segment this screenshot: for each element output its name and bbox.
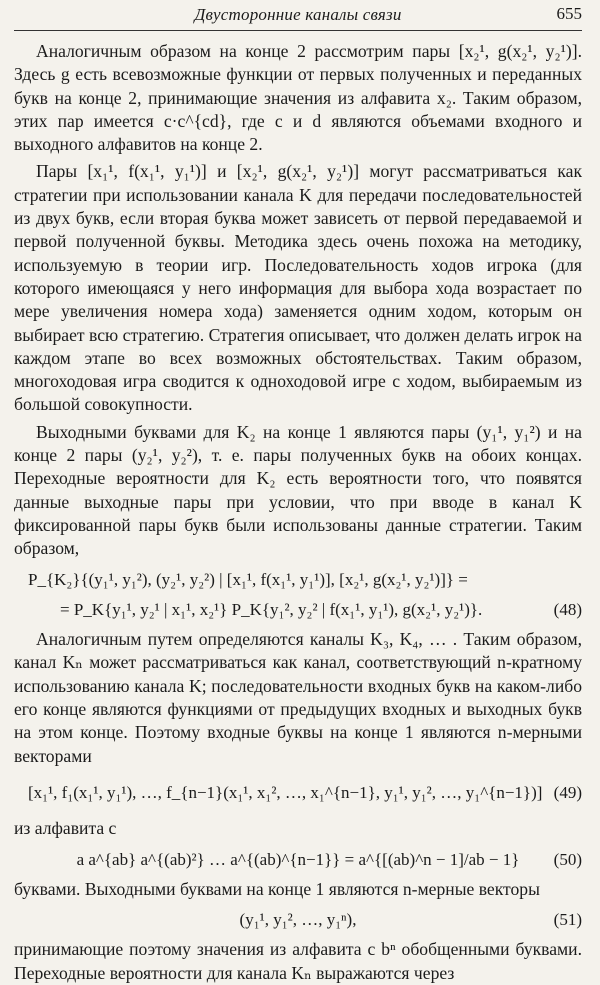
paragraph: Выходными буквами для K₂ на конце 1 являются пары (y₁¹, y₁²) и на конце 2 пары (y₂¹, y₂²), т. е. пары полученных букв на обоих концах. Переходные вероятности для K₂ есть вероятности того, что появятся данные выходные пары при условии, что при вводе в канал K фиксированной пары букв были использованы данные стратегии. Таким образом, — [14, 421, 582, 559]
formula-50 — [14, 848, 582, 871]
paragraph: буквами. Выходными буквами на конце 1 являются n-мерные векторы — [14, 878, 540, 899]
equation-number: (48) — [553, 599, 582, 619]
paragraph: Аналогичным образом на конце 2 рассмотрим пары [x₂¹, g(x₂¹, y₂¹)]. Здесь g есть всевозможные функции от первых полученных и переданных букв на конце 2, принимающие значения из алфавита x₂. Таким образом, этих пар имеется c·c^{cd}, где c и d являются объемами входного и выходного алфавитов на конце 2. — [14, 41, 582, 155]
running-title: Двусторонние каналы связи — [194, 5, 402, 24]
formula-48-line-1: P_{K₂}{(y₁¹, y₁²), (y₂¹, y₂²) | [x₁¹, f(x₁¹, y₁¹)], [x₂¹, g(x₂¹, y₂¹)]} = — [28, 569, 468, 589]
formula-51 — [14, 908, 582, 931]
formula-49 — [14, 781, 582, 804]
formula-48-line-2 — [14, 598, 582, 621]
page-number: 655 — [556, 4, 582, 23]
paragraph: Пары [x₁¹, f(x₁¹, y₁¹)] и [x₂¹, g(x₂¹, y₂¹)] могут рассматриваться как стратегии при использовании канала K для передачи последовательностей из двух букв, если вторая буква может зависеть от первой передаваемой и первой полученной буквы. Методика здесь очень похожа на методику, используемую в теории игр. Последовательность ходов игрока (для которого имеющаяся у него информация для выбора хода возрастает по мере увеличения номера хода) заменяется одним ходом, которым он выбирает всю стратегию. Стратегия описывает, что должен делать игрок на каждом этапе во всех возможных обстоятельствах. Таким образом, многоходовая игра сводится к одноходовой игре с ходом, выбираемым из большой совокупности. — [14, 161, 582, 415]
paragraph: принимающие поэтому значения из алфавита с bⁿ обобщенными буквами. Переходные вероятности для канала Kₙ выражаются через — [14, 939, 582, 983]
paragraph: из алфавита с — [14, 818, 117, 839]
equation-number: (49) — [553, 782, 582, 802]
equation-number: (51) — [553, 910, 582, 930]
formula-48-expression: = P_K{y₁¹, y₂¹ | x₁¹, x₂¹} P_K{y₁², y₂² | f(x₁¹, y₁¹), g(x₂¹, y₂¹)}. — [60, 599, 483, 619]
page-body — [14, 40, 582, 985]
equation-number: (50) — [553, 849, 582, 869]
page-header — [14, 0, 582, 31]
paragraph: Аналогичным путем определяются каналы K₃, K₄, … . Таким образом, канал Kₙ может рассматриваться как канал, соответствующий n-кратному использованию канала K; последовательности входных букв на каком-либо его конце являются функциями от предыдущих входных и выходных букв на этом конце. Поэтому входные буквы на конце 1 являются n-мерными векторами — [14, 629, 582, 766]
formula-49-expression: [x₁¹, f₁(x₁¹, y₁¹), …, f_{n−1}(x₁¹, x₁², …, x₁^{n−1}, y₁¹, y₁², …, y₁^{n−1})] — [28, 782, 543, 802]
formula-51-expression: (y₁¹, y₁², …, y₁ⁿ), — [239, 910, 357, 930]
formula-50-expression: a a^{ab} a^{(ab)²} … a^{(ab)^{n−1}} = a^{[(ab)^n − 1]/ab − 1} — [76, 849, 520, 869]
